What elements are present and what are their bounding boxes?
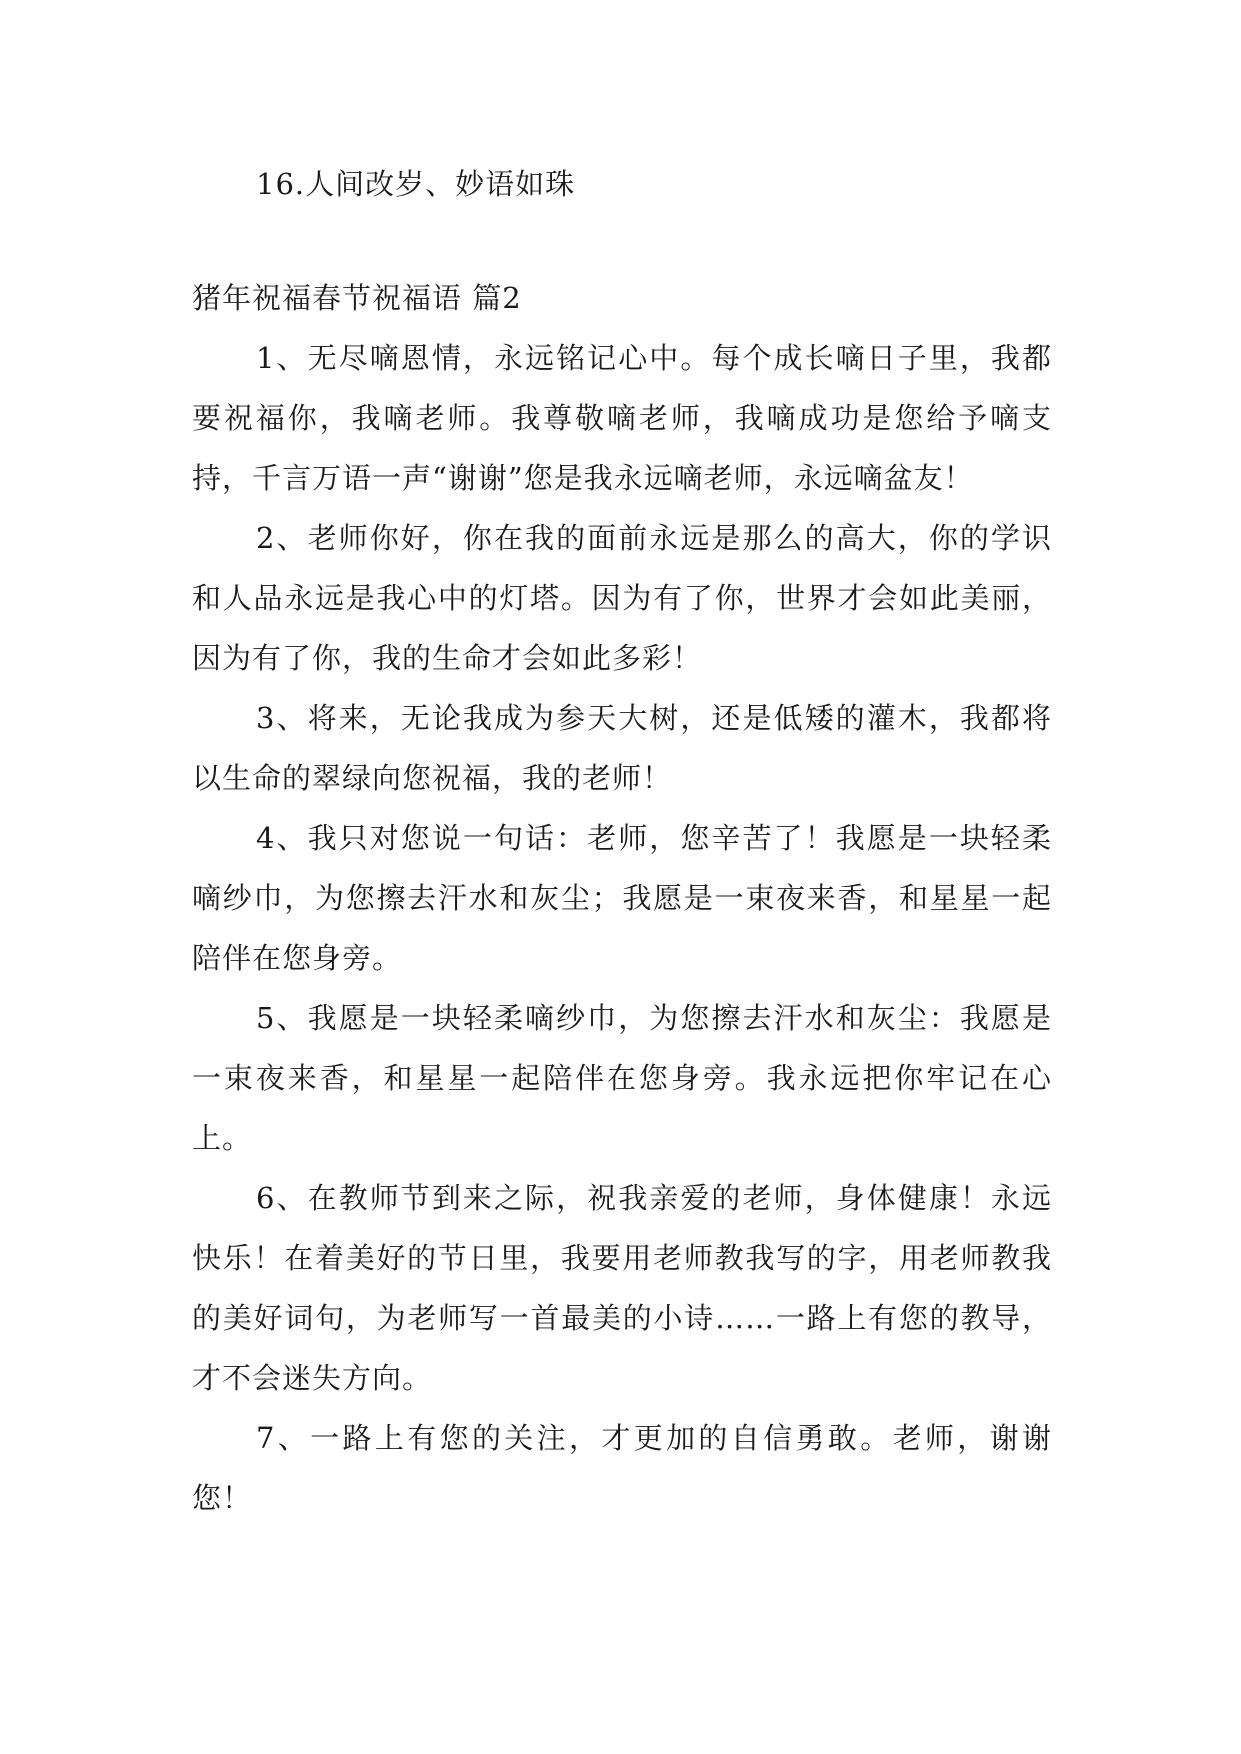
document-body [192, 154, 1052, 1528]
list-item-16: 16.人间改岁、妙语如珠 [256, 167, 576, 201]
paragraph-5: 5、我愿是一块轻柔嘀纱巾，为您擦去汗水和灰尘：我愿是一束夜来香，和星星一起陪伴在您身旁。我永远把你牢记在心上。 [192, 1001, 1052, 1155]
paragraph-6: 6、在教师节到来之际，祝我亲爱的老师，身体健康！永远快乐！在着美好的节日里，我要用老师教我写的字，用老师教我的美好词句，为老师写一首最美的小诗……一路上有您的教导，才不会迷失方向。 [192, 1181, 1052, 1395]
paragraph-4: 4、我只对您说一句话：老师，您辛苦了！我愿是一块轻柔嘀纱巾，为您擦去汗水和灰尘；我愿是一束夜来香，和星星一起陪伴在您身旁。 [192, 821, 1052, 975]
paragraph-7: 7、一路上有您的关注，才更加的自信勇敢。老师，谢谢您！ [192, 1421, 1052, 1515]
paragraph-2: 2、老师你好，你在我的面前永远是那么的高大，你的学识和人品永远是我心中的灯塔。因为有了你，世界才会如此美丽，因为有了你，我的生命才会如此多彩！ [192, 521, 1052, 675]
paragraph-3: 3、将来，无论我成为参天大树，还是低矮的灌木，我都将以生命的翠绿向您祝福，我的老师！ [192, 701, 1052, 795]
section-heading: 猪年祝福春节祝福语 篇2 [192, 281, 522, 315]
paragraph-1: 1、无尽嘀恩情，永远铭记心中。每个成长嘀日子里，我都要祝福你，我嘀老师。我尊敬嘀老师，我嘀成功是您给予嘀支持，千言万语一声“谢谢”您是我永远嘀老师，永远嘀盆友！ [192, 341, 1052, 495]
